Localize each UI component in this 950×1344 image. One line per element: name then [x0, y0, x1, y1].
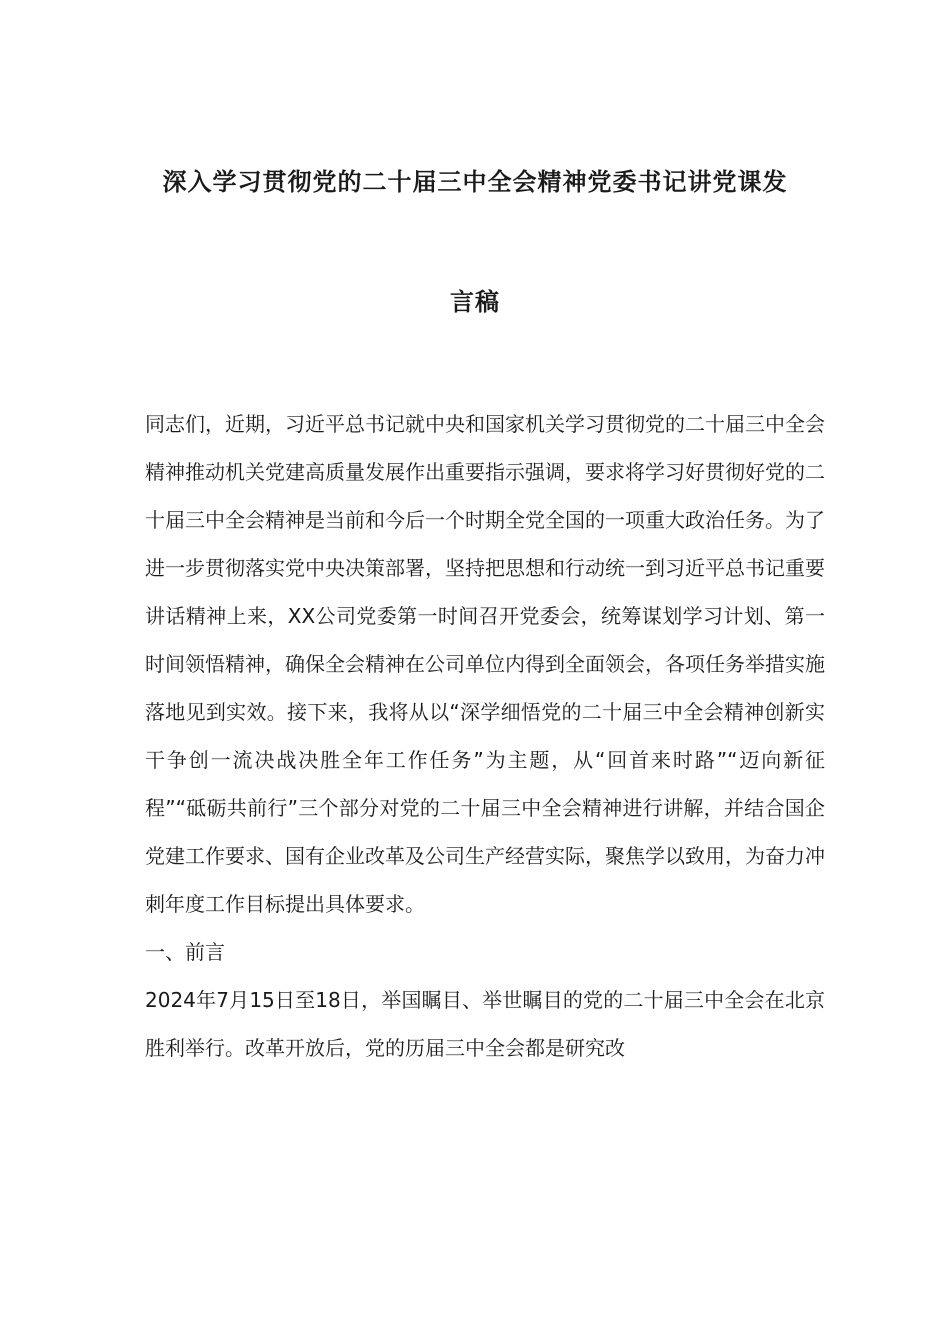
- section-heading-preface: 一、前言: [145, 940, 225, 964]
- document-body: [145, 400, 825, 1072]
- document-title-line-2: 言稿: [450, 287, 500, 316]
- intro-paragraph: 同志们，近期，习近平总书记就中央和国家机关学习贯彻党的二十届三中全会精神推动机关党建高质量发展作出重要指示强调，要求将学习好贯彻好党的二十届三中全会精神是当前和今后一个时期全党全国的一项重大政治任务。为了进一步贯彻落实党中央决策部署，坚持把思想和行动统一到习近平总书记重要讲话精神上来，XX公司党委第一时间召开党委会，统筹谋划学习计划、第一时间领悟精神，确保全会精神在公司单位内得到全面领会，各项任务举措实施落地见到实效。接下来，我将从以“深学细悟党的二十届三中全会精神创新实干争创一流决战决胜全年工作任务”为主题，从“回首来时路”“迈向新征程”“砥砺共前行”三个部分对党的二十届三中全会精神进行讲解，并结合国企党建工作要求、国有企业改革及公司生产经营实际，聚焦学以致用，为奋力冲刺年度工作目标提出具体要求。: [145, 412, 825, 916]
- document-title-line-1: 深入学习贯彻党的二十届三中全会精神党委书记讲党课发: [162, 167, 788, 196]
- preface-paragraph: 2024年7月15日至18日，举国瞩目、举世瞩目的党的二十届三中全会在北京胜利举行。改革开放后，党的历届三中全会都是研究改: [145, 988, 825, 1060]
